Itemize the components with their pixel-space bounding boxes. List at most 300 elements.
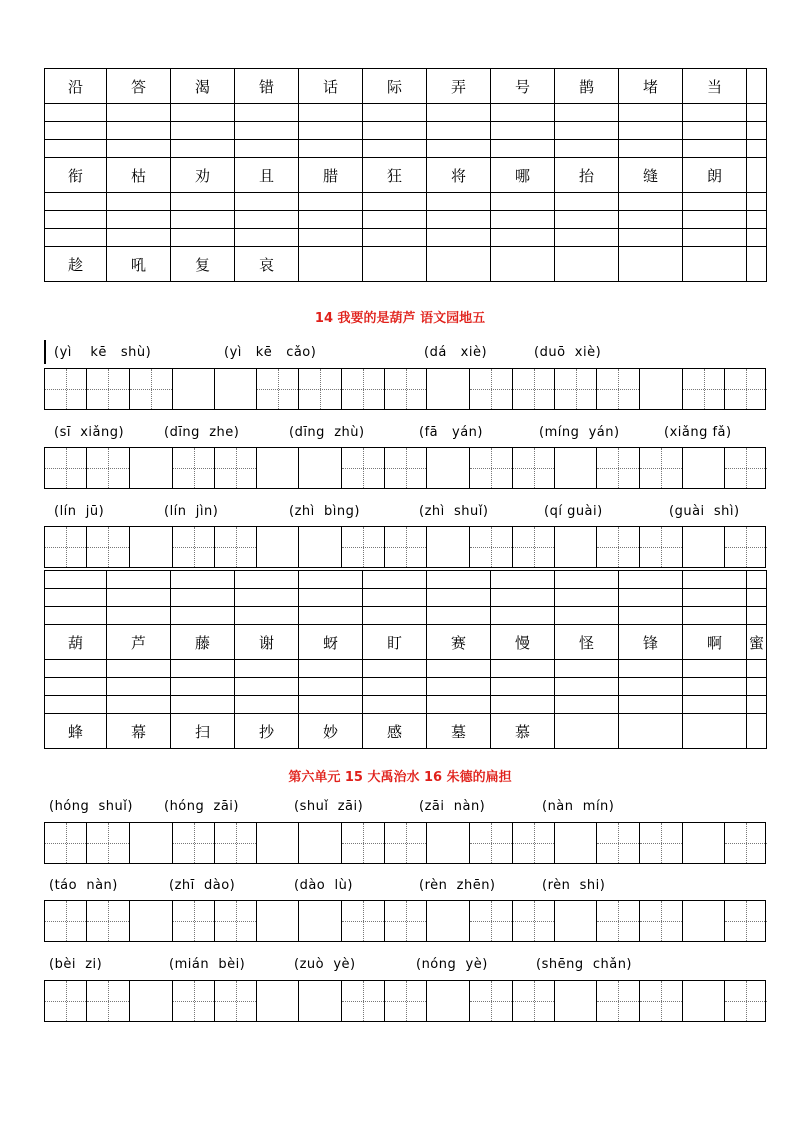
blank-cell <box>491 571 555 589</box>
cell-guide-vertical <box>194 981 195 1021</box>
blank-cell <box>427 660 491 678</box>
cell-guide-vertical <box>363 369 364 409</box>
blank-cell <box>427 571 491 589</box>
character-cell: 蜂 <box>45 714 107 749</box>
blank-cell <box>363 229 427 247</box>
cell-guide-vertical <box>618 369 619 409</box>
blank-cell <box>171 589 235 607</box>
tianzi-cell <box>555 823 597 863</box>
cell-guide-vertical <box>66 369 67 409</box>
tianzi-cell <box>45 527 87 567</box>
character-table-2 <box>44 570 767 749</box>
blank-cell <box>619 140 683 158</box>
blank-cell <box>107 104 171 122</box>
cell-guide-vertical <box>746 369 747 409</box>
tianzi-cell <box>130 981 173 1021</box>
blank-cell <box>747 660 767 678</box>
tianzi-cell <box>427 823 470 863</box>
blank-cell <box>45 211 107 229</box>
character-cell: 错 <box>235 69 299 104</box>
tianzi-cell <box>555 448 597 488</box>
cell-guide-vertical <box>66 823 67 863</box>
tianzi-grid-6-3 <box>44 980 766 1022</box>
tianzi-cell <box>257 981 299 1021</box>
tianzi-cell <box>385 527 427 567</box>
pinyin-word: (dá xiè) <box>424 345 488 360</box>
character-cell: 抬 <box>555 158 619 193</box>
character-cell: 谢 <box>235 625 299 660</box>
blank-cell <box>427 607 491 625</box>
cell-guide-vertical <box>491 448 492 488</box>
blank-cell <box>171 104 235 122</box>
tianzi-cell <box>470 448 513 488</box>
tianzi-cell <box>45 901 87 941</box>
cell-guide-vertical <box>108 369 109 409</box>
blank-cell <box>683 678 747 696</box>
cell-guide-vertical <box>236 981 237 1021</box>
blank-cell <box>491 678 555 696</box>
tianzi-cell <box>299 448 342 488</box>
blank-cell <box>683 140 747 158</box>
tianzi-cell <box>299 823 342 863</box>
blank-cell <box>235 660 299 678</box>
character-cell: 幕 <box>107 714 171 749</box>
blank-cell <box>45 122 107 140</box>
blank-cell <box>299 589 363 607</box>
tianzi-cell <box>342 369 385 409</box>
tianzi-cell <box>215 369 257 409</box>
character-cell: 当 <box>683 69 747 104</box>
pinyin-word: (mián bèi) <box>169 957 246 972</box>
cell-guide-vertical <box>746 527 747 567</box>
character-cell: 狂 <box>363 158 427 193</box>
character-cell: 话 <box>299 69 363 104</box>
cell-guide-vertical <box>534 823 535 863</box>
blank-cell <box>107 193 171 211</box>
blank-cell <box>747 607 767 625</box>
tianzi-cell <box>385 448 427 488</box>
blank-cell <box>171 211 235 229</box>
tianzi-cell <box>427 448 470 488</box>
cell-guide-vertical <box>406 901 407 941</box>
tianzi-cell <box>299 981 342 1021</box>
tianzi-cell <box>513 448 555 488</box>
blank-cell <box>363 193 427 211</box>
pinyin-word: (rèn shi) <box>542 878 606 893</box>
blank-cell <box>683 211 747 229</box>
blank-cell <box>235 122 299 140</box>
char-row <box>45 158 767 193</box>
cell-guide-vertical <box>746 823 747 863</box>
blank-cell <box>747 678 767 696</box>
tianzi-cell <box>385 981 427 1021</box>
pinyin-row-6-3 <box>44 955 766 977</box>
pinyin-word: (sī xiǎng) <box>54 425 125 440</box>
tianzi-cell <box>45 369 87 409</box>
tianzi-cell <box>427 527 470 567</box>
cell-guide-vertical <box>534 369 535 409</box>
tianzi-cell <box>173 369 215 409</box>
tianzi-cell <box>130 369 173 409</box>
blank-cell <box>299 229 363 247</box>
character-cell <box>363 247 427 282</box>
cell-guide-vertical <box>194 901 195 941</box>
blank-cell <box>299 678 363 696</box>
blank-cell <box>299 211 363 229</box>
blank-cell <box>427 104 491 122</box>
cell-guide-vertical <box>661 527 662 567</box>
character-cell: 芦 <box>107 625 171 660</box>
blank-writing-row <box>45 571 767 589</box>
cell-guide-vertical <box>320 369 321 409</box>
tianzi-cell <box>342 448 385 488</box>
char-row <box>45 247 767 282</box>
tianzi-cell <box>470 369 513 409</box>
pinyin-row-14-3 <box>44 502 766 524</box>
tianzi-cell <box>597 823 640 863</box>
tianzi-cell <box>215 448 257 488</box>
blank-cell <box>299 607 363 625</box>
blank-cell <box>683 193 747 211</box>
blank-cell <box>619 678 683 696</box>
pinyin-word: (zhì bìng) <box>289 504 360 519</box>
blank-cell <box>619 229 683 247</box>
cell-guide-vertical <box>363 448 364 488</box>
cell-guide-vertical <box>108 981 109 1021</box>
tianzi-cell <box>640 527 683 567</box>
pinyin-word: (zhì shuǐ) <box>419 504 489 519</box>
blank-cell <box>747 696 767 714</box>
character-cell <box>491 247 555 282</box>
blank-cell <box>747 571 767 589</box>
blank-cell <box>619 211 683 229</box>
cell-guide-vertical <box>66 981 67 1021</box>
blank-cell <box>171 122 235 140</box>
blank-cell <box>747 193 767 211</box>
tianzi-cell <box>597 901 640 941</box>
tianzi-cell <box>597 981 640 1021</box>
tianzi-cell <box>215 527 257 567</box>
blank-cell <box>363 104 427 122</box>
cell-guide-vertical <box>661 823 662 863</box>
tianzi-cell <box>725 981 767 1021</box>
blank-cell <box>491 122 555 140</box>
blank-cell <box>107 678 171 696</box>
blank-writing-row <box>45 660 767 678</box>
tianzi-cell <box>173 981 215 1021</box>
tianzi-grid-6-2 <box>44 900 766 942</box>
blank-cell <box>555 122 619 140</box>
section-title-unit-6: 第六单元 15 大禹治水 16 朱德的扁担 <box>288 770 512 785</box>
blank-cell <box>491 211 555 229</box>
cell-guide-vertical <box>236 901 237 941</box>
character-cell <box>555 247 619 282</box>
blank-cell <box>171 678 235 696</box>
tianzi-cell <box>513 901 555 941</box>
cell-guide-vertical <box>406 527 407 567</box>
tianzi-cell <box>257 527 299 567</box>
tianzi-cell <box>130 823 173 863</box>
character-cell: 朗 <box>683 158 747 193</box>
blank-cell <box>235 140 299 158</box>
tianzi-cell <box>640 981 683 1021</box>
blank-cell <box>747 229 767 247</box>
cell-guide-vertical <box>236 527 237 567</box>
blank-cell <box>107 589 171 607</box>
blank-cell <box>491 140 555 158</box>
tianzi-cell <box>725 901 767 941</box>
character-cell: 慢 <box>491 625 555 660</box>
pinyin-word: (dào lù) <box>294 878 353 893</box>
blank-cell <box>683 660 747 678</box>
blank-cell <box>299 104 363 122</box>
blank-cell <box>171 696 235 714</box>
blank-cell <box>747 140 767 158</box>
blank-cell <box>747 122 767 140</box>
tianzi-cell <box>87 901 130 941</box>
tianzi-cell <box>513 823 555 863</box>
blank-cell <box>171 193 235 211</box>
tianzi-grid-14-1 <box>44 368 766 410</box>
cell-guide-vertical <box>746 448 747 488</box>
character-cell: 答 <box>107 69 171 104</box>
tianzi-cell <box>342 527 385 567</box>
tianzi-cell <box>725 823 767 863</box>
pinyin-word: (guài shì) <box>669 504 740 519</box>
tianzi-cell <box>342 901 385 941</box>
cell-guide-vertical <box>704 369 705 409</box>
cell-guide-vertical <box>576 369 577 409</box>
cell-guide-vertical <box>236 448 237 488</box>
cell-guide-vertical <box>363 901 364 941</box>
blank-cell <box>107 571 171 589</box>
blank-cell <box>555 678 619 696</box>
character-cell <box>427 247 491 282</box>
tianzi-cell <box>683 981 725 1021</box>
blank-cell <box>235 696 299 714</box>
character-cell <box>747 714 767 749</box>
blank-cell <box>45 229 107 247</box>
blank-cell <box>45 104 107 122</box>
tianzi-cell <box>257 901 299 941</box>
tianzi-cell <box>299 369 342 409</box>
character-cell: 哪 <box>491 158 555 193</box>
tianzi-cell <box>385 901 427 941</box>
tianzi-cell <box>683 901 725 941</box>
blank-cell <box>491 193 555 211</box>
cell-guide-vertical <box>363 981 364 1021</box>
blank-cell <box>491 229 555 247</box>
blank-cell <box>171 660 235 678</box>
blank-cell <box>619 122 683 140</box>
blank-cell <box>491 589 555 607</box>
blank-cell <box>235 211 299 229</box>
tianzi-cell <box>725 527 767 567</box>
tianzi-cell <box>87 527 130 567</box>
pinyin-word: (lín jìn) <box>164 504 219 519</box>
blank-writing-row <box>45 140 767 158</box>
blank-cell <box>427 211 491 229</box>
tianzi-cell <box>87 448 130 488</box>
blank-cell <box>427 122 491 140</box>
tianzi-cell <box>215 981 257 1021</box>
cell-guide-vertical <box>534 901 535 941</box>
blank-cell <box>555 696 619 714</box>
character-cell: 沿 <box>45 69 107 104</box>
character-cell: 葫 <box>45 625 107 660</box>
character-cell: 感 <box>363 714 427 749</box>
blank-cell <box>619 193 683 211</box>
pinyin-word: (zhī dào) <box>169 878 236 893</box>
pinyin-row-6-1 <box>44 797 766 819</box>
blank-cell <box>619 104 683 122</box>
pinyin-word: (zāi nàn) <box>419 799 486 814</box>
cell-guide-vertical <box>746 901 747 941</box>
tianzi-cell <box>45 981 87 1021</box>
blank-cell <box>171 140 235 158</box>
blank-cell <box>491 696 555 714</box>
tianzi-cell <box>640 448 683 488</box>
pinyin-word: (yì kē cǎo) <box>224 345 317 360</box>
tianzi-cell <box>555 369 597 409</box>
blank-cell <box>683 589 747 607</box>
tianzi-grid-6-1 <box>44 822 766 864</box>
tianzi-cell <box>87 981 130 1021</box>
char-row <box>45 714 767 749</box>
tianzi-cell <box>257 448 299 488</box>
tianzi-cell <box>342 981 385 1021</box>
blank-cell <box>555 589 619 607</box>
blank-cell <box>235 229 299 247</box>
pinyin-word: (duō xiè) <box>534 345 602 360</box>
blank-cell <box>235 589 299 607</box>
tianzi-cell <box>513 527 555 567</box>
blank-cell <box>363 660 427 678</box>
character-cell: 锋 <box>619 625 683 660</box>
cell-guide-vertical <box>534 981 535 1021</box>
character-cell: 赛 <box>427 625 491 660</box>
pinyin-word: (zuò yè) <box>294 957 356 972</box>
blank-cell <box>555 607 619 625</box>
pinyin-word: (lín jū) <box>54 504 105 519</box>
character-cell: 蚜 <box>299 625 363 660</box>
character-table-1 <box>44 68 767 282</box>
tianzi-cell <box>173 527 215 567</box>
blank-writing-row <box>45 193 767 211</box>
blank-cell <box>747 589 767 607</box>
tianzi-cell <box>385 823 427 863</box>
blank-writing-row <box>45 104 767 122</box>
blank-cell <box>299 696 363 714</box>
blank-cell <box>427 229 491 247</box>
blank-cell <box>427 696 491 714</box>
pinyin-word: (yì kē shù) <box>54 345 152 360</box>
tianzi-cell <box>257 369 299 409</box>
blank-cell <box>555 140 619 158</box>
character-cell: 墓 <box>427 714 491 749</box>
tianzi-cell <box>87 369 130 409</box>
pinyin-row-14-1 <box>44 343 766 365</box>
tianzi-cell <box>597 369 640 409</box>
tianzi-cell <box>683 448 725 488</box>
pinyin-word: (fā yán) <box>419 425 483 440</box>
cell-guide-vertical <box>108 901 109 941</box>
cell-guide-vertical <box>618 527 619 567</box>
blank-writing-row <box>45 678 767 696</box>
pinyin-word: (dīng zhe) <box>164 425 240 440</box>
pinyin-word: (shuǐ zāi) <box>294 799 364 814</box>
cell-guide-vertical <box>194 448 195 488</box>
character-cell <box>619 247 683 282</box>
blank-cell <box>107 122 171 140</box>
pinyin-word: (xiǎng fǎ) <box>664 425 732 440</box>
cell-guide-vertical <box>66 901 67 941</box>
tianzi-cell <box>173 901 215 941</box>
cell-guide-vertical <box>534 527 535 567</box>
character-cell <box>299 247 363 282</box>
blank-cell <box>45 660 107 678</box>
character-cell: 号 <box>491 69 555 104</box>
cell-guide-vertical <box>363 527 364 567</box>
blank-cell <box>363 607 427 625</box>
blank-cell <box>619 696 683 714</box>
character-cell <box>683 714 747 749</box>
cell-guide-vertical <box>618 981 619 1021</box>
blank-cell <box>171 607 235 625</box>
character-cell: 际 <box>363 69 427 104</box>
cell-guide-vertical <box>194 527 195 567</box>
cell-guide-vertical <box>534 448 535 488</box>
blank-cell <box>107 660 171 678</box>
character-cell: 劝 <box>171 158 235 193</box>
tianzi-cell <box>215 823 257 863</box>
blank-cell <box>363 696 427 714</box>
tianzi-cell <box>130 527 173 567</box>
pinyin-word: (táo nàn) <box>49 878 118 893</box>
character-cell: 妙 <box>299 714 363 749</box>
blank-writing-row <box>45 122 767 140</box>
tianzi-cell <box>427 901 470 941</box>
character-cell: 藤 <box>171 625 235 660</box>
blank-cell <box>363 122 427 140</box>
blank-cell <box>363 678 427 696</box>
tianzi-cell <box>299 901 342 941</box>
cell-guide-vertical <box>151 369 152 409</box>
blank-writing-row <box>45 589 767 607</box>
cell-guide-vertical <box>618 901 619 941</box>
tianzi-grid-14-3 <box>44 526 766 568</box>
blank-cell <box>427 140 491 158</box>
tianzi-cell <box>640 369 683 409</box>
character-cell: 鹊 <box>555 69 619 104</box>
blank-cell <box>491 104 555 122</box>
tianzi-cell <box>555 981 597 1021</box>
blank-cell <box>299 571 363 589</box>
blank-cell <box>299 122 363 140</box>
cell-guide-vertical <box>194 823 195 863</box>
cell-guide-vertical <box>236 823 237 863</box>
tianzi-cell <box>342 823 385 863</box>
blank-writing-row <box>45 229 767 247</box>
character-cell: 慕 <box>491 714 555 749</box>
tianzi-cell <box>470 527 513 567</box>
blank-cell <box>427 589 491 607</box>
cell-guide-vertical <box>491 981 492 1021</box>
cell-guide-vertical <box>108 527 109 567</box>
blank-writing-row <box>45 696 767 714</box>
pinyin-word: (bèi zi) <box>49 957 103 972</box>
character-cell: 枯 <box>107 158 171 193</box>
